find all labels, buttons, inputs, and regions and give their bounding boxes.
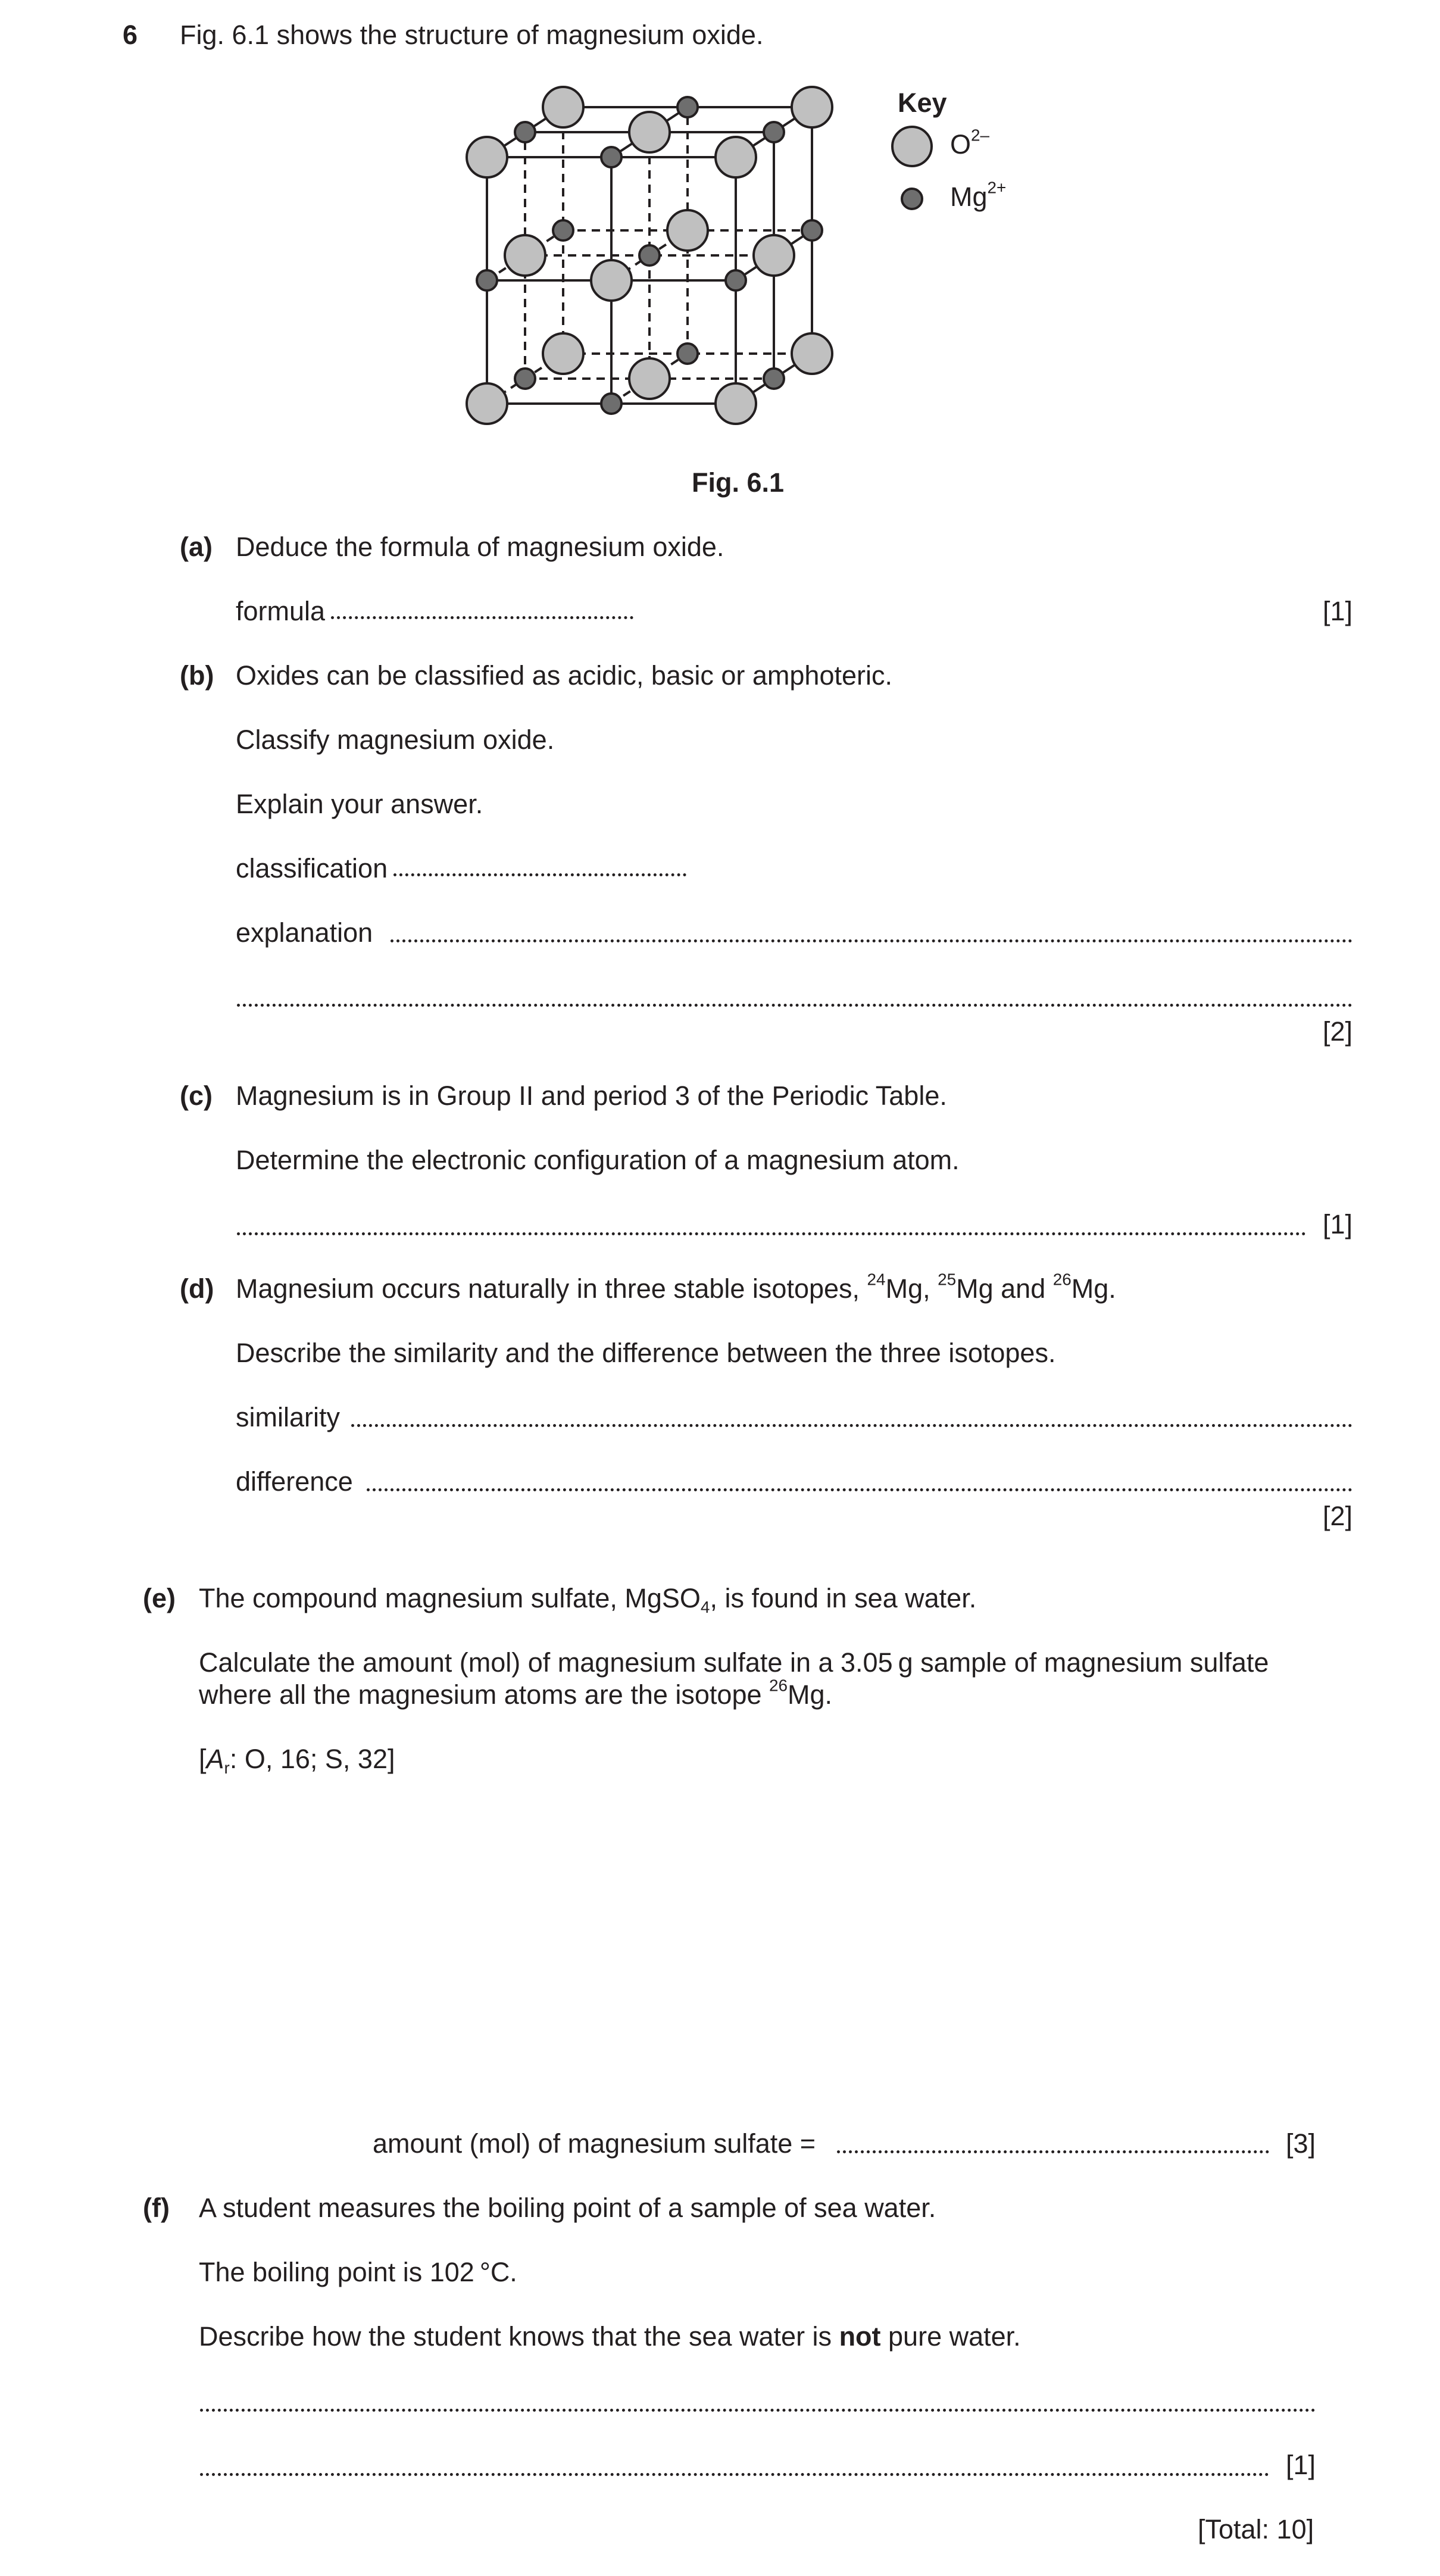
- part-d-label: (d): [180, 1273, 214, 1304]
- part-f-answer-field[interactable]: [200, 2409, 1316, 2412]
- magnesium-ion: [726, 270, 746, 291]
- oxide-ion: [591, 260, 632, 301]
- explanation-answer-field[interactable]: [391, 939, 1352, 942]
- part-e-question: The compound magnesium sulfate, MgSO$_4$, is found in sea water.: [199, 1583, 977, 1616]
- part-d-question: Magnesium occurs naturally in three stable isotopes, $^{24}$Mg, $^{25}$Mg and $^{26}$Mg.: [236, 1270, 1116, 1304]
- part-b-instruction-1: Classify magnesium oxide.: [236, 725, 555, 755]
- part-e-answer-label: amount (mol) of magnesium sulfate =: [373, 2128, 816, 2159]
- part-b-explanation-label: explanation: [236, 917, 373, 948]
- part-d-difference-label: difference: [236, 1466, 353, 1497]
- oxide-ion: [467, 383, 507, 424]
- part-c-instruction: Determine the electronic configuration of a magnesium atom.: [236, 1145, 960, 1175]
- part-a-marks: [1]: [1323, 596, 1353, 626]
- part-e-marks: [3]: [1286, 2128, 1316, 2159]
- oxide-ion: [505, 235, 545, 276]
- total-marks: [Total: 10]: [1198, 2514, 1314, 2544]
- magnesium-ion: [477, 270, 497, 291]
- oxide-ion: [629, 358, 670, 399]
- magnesium-ion: [639, 245, 660, 266]
- part-d-similarity-label: similarity: [236, 1402, 340, 1432]
- key-magnesium-label: $Mg^{2+}$: [950, 178, 1007, 212]
- amount-mol-answer-field[interactable]: [837, 2150, 1269, 2153]
- explanation-answer-field-2[interactable]: [237, 1004, 1352, 1007]
- relative-atomic-mass-data: [$A_r$: O, 16; S, 32]: [199, 1744, 395, 1777]
- oxide-ion: [543, 333, 583, 374]
- figure-caption: Fig. 6.1: [692, 467, 785, 498]
- oxide-ion: [667, 210, 708, 251]
- magnesium-ion: [553, 220, 573, 241]
- part-f-instruction: Describe how the student knows that the sea water is not pure water.: [199, 2321, 1021, 2352]
- part-a-answer-line: formula: [236, 595, 633, 627]
- magnesium-ion: [601, 394, 621, 414]
- magnesium-ion: [764, 369, 784, 389]
- part-b-instruction-2: Explain your answer.: [236, 789, 483, 819]
- magnesium-ion: [601, 147, 621, 167]
- question-intro: Fig. 6.1 shows the structure of magnesium oxide.: [180, 20, 764, 50]
- magnesium-ion: [764, 122, 784, 142]
- oxide-ion: [792, 87, 832, 127]
- difference-answer-field[interactable]: [367, 1488, 1352, 1491]
- part-f-boiling-point: The boiling point is 102 °C.: [199, 2257, 517, 2287]
- magnesium-ion: [677, 97, 698, 117]
- magnesium-oxide-lattice-diagram: [0, 0, 1440, 536]
- magnesium-ion: [515, 122, 535, 142]
- formula-answer-field[interactable]: [331, 616, 633, 619]
- part-e-instruction-line-1: Calculate the amount (mol) of magnesium sulfate in a 3.05 g sample of magnesium sulfate: [199, 1647, 1269, 1678]
- oxide-ion: [792, 333, 832, 374]
- key-title: Key: [898, 88, 947, 118]
- part-d-marks: [2]: [1323, 1501, 1353, 1531]
- part-b-marks: [2]: [1323, 1016, 1353, 1047]
- oxide-ion: [467, 137, 507, 177]
- electronic-configuration-answer-field[interactable]: [237, 1232, 1306, 1235]
- magnesium-ion: [677, 344, 698, 364]
- part-f-answer-field-2[interactable]: [200, 2473, 1269, 2476]
- part-c-marks: [1]: [1323, 1209, 1353, 1239]
- similarity-answer-field[interactable]: [351, 1424, 1352, 1427]
- part-e-instruction-line-2: where all the magnesium atoms are the isotope $^{26}$Mg.: [199, 1676, 833, 1710]
- part-c-question: Magnesium is in Group II and period 3 of the Periodic Table.: [236, 1081, 947, 1111]
- part-b-classification-line: classification: [236, 853, 686, 885]
- magnesium-ion: [515, 369, 535, 389]
- part-f-label: (f): [143, 2193, 170, 2223]
- key-oxide-label: $O^{2-}$: [950, 126, 990, 160]
- classification-answer-field[interactable]: [393, 873, 686, 876]
- part-c-label: (c): [180, 1081, 213, 1111]
- key-oxide-ion-symbol: [892, 127, 932, 166]
- oxide-ion: [629, 112, 670, 152]
- part-d-instruction: Describe the similarity and the difference between the three isotopes.: [236, 1338, 1056, 1368]
- part-f-question: A student measures the boiling point of a sample of sea water.: [199, 2193, 936, 2223]
- oxide-ion: [716, 137, 756, 177]
- part-e-label: (e): [143, 1583, 176, 1613]
- part-a-label: (a): [180, 532, 213, 562]
- oxide-ion: [716, 383, 756, 424]
- key-magnesium-ion-symbol: [902, 189, 922, 209]
- part-a-question: Deduce the formula of magnesium oxide.: [236, 532, 724, 562]
- part-f-marks: [1]: [1286, 2450, 1316, 2480]
- question-number: 6: [123, 20, 138, 50]
- oxide-ion: [754, 235, 794, 276]
- magnesium-ion: [802, 220, 822, 241]
- part-b-label: (b): [180, 660, 214, 691]
- oxide-ion: [543, 87, 583, 127]
- part-b-question: Oxides can be classified as acidic, basic or amphoteric.: [236, 660, 893, 691]
